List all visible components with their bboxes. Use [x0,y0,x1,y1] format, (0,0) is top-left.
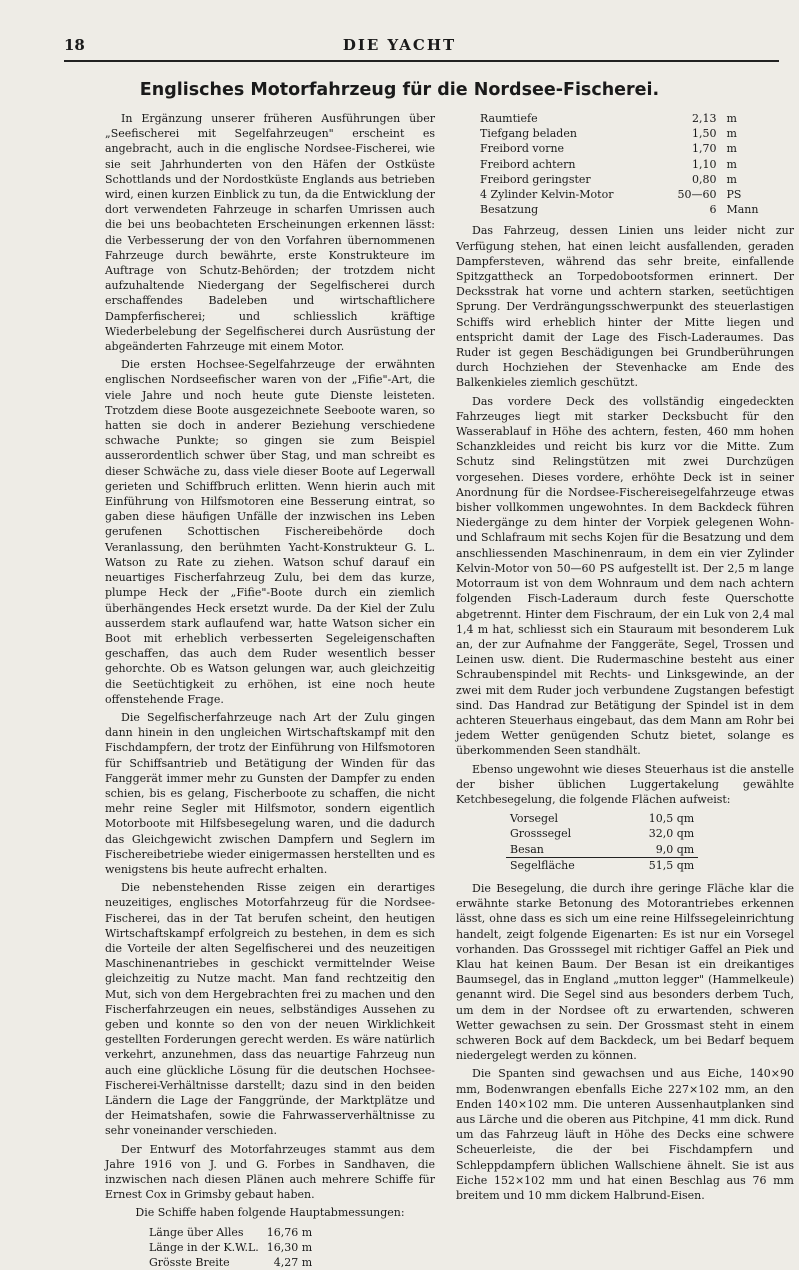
paragraph: Die Segelfischerfahrzeuge nach Art der Zulu gingen dann hinein in den ungleichen Wirtschaftskampf mit den Fischdampfern, der trotz der Einführung von Hilfsmotoren für Schiffsantrieb und Betätigung der Winden für das Fanggerät immer mehr zu Gunsten der Dampfer zu enden schien, bis es gelang, Fischerboote zu schaffen, die nicht mehr reine Segler mit Hilfsmotor, sondern eigentlich Motorboote mit Hilfsbesegelung waren, und die dadurch das Gleichgewicht zwischen Dampfern und Seglern im Fischereibetriebe wieder einigermassen herstellten und es wenigstens bis heute aufrecht erhalten. [105,710,435,876]
running-title: DIE YACHT [342,36,457,54]
table-row [476,111,762,126]
spec-unit: m [726,127,737,141]
table-row-total [506,857,698,873]
paragraph: Die ersten Hochsee-Segelfahrzeuge der erwähnten englischen Nordseefischer waren von der „Fifie"-Art, die viele Jahre und noch heute gute Dienste leisteten. Trotzdem diese Boote ausgezeichnete Seeboote waren, so hatten sie doch in anderer Beziehung verschiedene schwache Punkte; so gingen sie zum Beispiel ausserordentlich schwer über Stag, und man schreibt es dieser Schwäche zu, dass viele dieser Boote auf Legerwall gerieten und Schiffbruch erlitten. Wenn hierin auch mit Einführung von Hilfsmotoren eine Besserung eintrat, so gaben diese häufigen Unfälle der inzwischen ins Leben gerufenen Schottischen Fischereibehörde doch Veranlassung, den berühmten Yacht-Konstrukteur G. L. Watson zu Rate zu ziehen. Watson schuf darauf ein neuartiges Fischerfahrzeug Zulu, bei dem das kurze, plumpe Heck der „Fifie"-Boote durch ein ziemlich überhängendes Heck ersetzt wurde. Da der Kiel der Zulu ausserdem stark auflaufend war, hatte Watson sicher ein Boot mit erheblich verbesserten Segeleigenschaften geschaffen, das auch dem Ruder wesentlich besser gehorchte. Ob es Watson gelungen war, auch gleichzeitig die Seetüchtigkeit zu erhöhen, ist eine noch heute offenstehende Frage. [105,358,435,706]
left-column [105,111,435,1270]
dimension-value: 16,30 m [266,1240,313,1254]
table-row [476,157,762,172]
spec-unit: m [726,172,737,186]
article-title: Englisches Motorfahrzeug für die Nordsee-Fischerei. [139,80,660,100]
paragraph: Das vordere Deck des vollständig eingedeckten Fahrzeuges liegt mit starker Decksbucht für den Wasserablauf in Höhe des achtern, festen, 460 mm hohen Schanzkleides und reicht bis kurz vor die Mitte. Zum Schutz sind Relingstützen mit zwei Durchzügen vorgesehen. Dieses vordere, erhöhte Deck ist in seiner Anordnung für die Nordsee-Fischereisegelfahrzeuge etwas bisher vollkommen ungewohntes. In dem Backdeck führen Niedergänge zu dem hinter der Vorpiek gelegenen Wohn- und Schlafraum mit sechs Kojen für die Besatzung und dem anschliessenden Maschinenraum, in dem ein vier Zylinder Kelvin-Motor von 50—60 PS aufgestellt ist. Der 2,5 m lange Motorraum ist von dem Wohnraum und dem nach achtern folgenden Fisch-Laderaum durch feste Querschotte abgetrennt. Hinter dem Fischraum, der ein Luk von 2,4 mal 1,4 m hat, schliesst sich ein Stauraum mit besonderem Luk an, der zur Aufnahme der Fanggeräte, Segel, Trossen und Leinen usw. dient. Die Rudermaschine besteht aus einer Schraubenspindel mit Rechts- und Linksgewinde, an der zwei mit dem Ruder joch verbundene Zugstangen befestigt sind. Das Handrad zur Betätigung der Spindel ist in dem achteren Steuerhaus eingebaut, das dem Mann am Rohr bei jedem Wetter genügenden Schutz bietet, solange es überkommenden Seen standhält. [456,394,794,758]
specs-table [476,111,762,217]
table-row [476,187,762,202]
sail-total-label: Segelfläche [506,857,645,873]
spec-label: Freibord vorne [480,142,565,156]
spec-value: 1,10 [691,157,717,171]
page-number: 18 [64,36,85,54]
sail-label: Vorsegel [510,812,559,826]
sail-label: Besan [510,842,544,856]
spec-label: Freibord geringster [480,172,591,186]
spec-label: Tiefgang beladen [480,127,577,141]
paragraph: Ebenso ungewohnt wie dieses Steuerhaus ist die anstelle der bisher üblichen Luggertakelung gewählte Ketchbesegelung, die folgende Flächen aufweist: [456,762,794,806]
spec-unit: m [726,112,737,125]
table-row [145,1240,316,1255]
spec-value: 0,80 [691,172,717,186]
dimensions-table [145,1225,316,1270]
spec-value: 50—60 [677,188,717,202]
right-column [456,111,794,1206]
table-row [145,1225,316,1240]
spec-unit: m [726,157,737,171]
table-row [145,1255,316,1270]
table-row [506,842,698,858]
table-row [506,811,698,826]
paragraph: Die Spanten sind gewachsen und aus Eiche, 140×90 mm, Bodenwrangen ebenfalls Eiche 227×102 mm, an den Enden 140×102 mm. Die unteren Aussenhautplanken sind aus Lärche und die oberen aus Pitchpine, 41 mm dick. Rund um das Fahrzeug läuft in Höhe des Decks eine schwere Scheuerleiste, die der bei Fischdampfern und Schleppdampfern üblichen Wallschiene ähnelt. Sie ist aus Eiche 152×102 mm und hat einen Beschlag aus 76 mm breitem und 10 mm dickem Halbrund-Eisen. [456,1067,794,1203]
sail-area-table [506,811,698,873]
dimension-value: 4,27 m [273,1256,313,1270]
spec-label: Raumtiefe [480,112,538,125]
dimension-label: Länge in der K.W.L. [149,1240,259,1254]
paragraph: In Ergänzung unserer früheren Ausführungen über „Seefischerei mit Segelfahrzeugen" erscheint es angebracht, auch in die englische Nordsee-Fischerei, wie sie seit Jahrhunderten von den Häfen der Ostküste Schottlands und der Nordostküste Englands aus betrieben wird, einen kurzen Einblick zu tun, da die Entwicklung der dort verwendeten Fahrzeuge in scharfen Umrissen auch die bei uns beobachteten Erscheinungen erkennen lässt: die Verbesserung der von den Vorfahren übernommenen Fahrzeuge durch bewährte, erste Konstrukteure im Auftrage von Schutz-Behörden; der trotzdem nicht aufzuhaltende Niedergang der Segelfischerei durch erschaffendes Badeleben und wirtschaftlichere Dampferfischerei; und schliesslich kräftige Wiederbelebung der Segelfischerei durch Ausrüstung der abgeänderten Fahrzeuge mit einem Motor. [105,112,435,354]
spec-unit: m [726,142,737,156]
table-row [506,826,698,841]
spec-value: 2,13 [691,112,717,125]
spec-unit: Mann [726,203,759,217]
spec-label: Besatzung [480,203,539,217]
spec-label: 4 Zylinder Kelvin-Motor [480,188,614,202]
table-row [476,172,762,187]
spec-unit: PS [726,188,742,202]
spec-value: 1,50 [691,127,717,141]
spec-label: Freibord achtern [480,157,576,171]
sail-total-value: 51,5 qm [645,857,698,873]
table-row [476,141,762,156]
spec-value: 1,70 [691,142,717,156]
sail-value: 10,5 qm [648,812,695,826]
table-row [476,202,762,217]
paragraph: Die Besegelung, die durch ihre geringe Fläche klar die erwähnte starke Betonung des Motorantriebes erkennen lässt, ohne dass es sich um eine reine Hilfssegeleinrichtung handelt, zeigt folgende Eigenarten: Es ist nur ein Vorsegel vorhanden. Das Grosssegel mit richtiger Gaffel an Piek und Klau hat keinen Baum. Der Besan ist ein dreikantiges Baumsegel, das in England „mutton legger" (Hammelkeule) genannt wird. Die Segel sind aus besonders derbem Tuch, um dem in der Nordsee oft zu erwartenden, schweren Wetter gewachsen zu sein. Der Grossmast steht in einem schweren Bock auf dem Backdeck, um bei Bedarf bequem niedergelegt werden zu können. [456,881,794,1063]
dimensions-intro: Die Schiffe haben folgende Hauptabmessungen: [135,1206,405,1220]
header-rule [64,60,779,62]
sail-label: Grosssegel [510,827,572,841]
dimension-value: 16,76 m [266,1225,313,1239]
dimension-label: Länge über Alles [149,1225,244,1239]
paragraph: Die nebenstehenden Risse zeigen ein derartiges neuzeitiges, englisches Motorfahrzeug für die Nordsee-Fischerei, das in der Tat berufen scheint, den heutigen Wirtschaftskampf erfolgreich zu bestehen, in dem es sich die Vorteile der alten Segelfischerei und des neuzeitigen Maschinenantriebes in geschickt vermittelnder Weise gleichzeitig zu Nutze macht. Man fand rechtzeitig den Mut, sich von dem Hergebrachten frei zu machen und den Fischerfahrzeugen ein neues, selbständiges Aussehen zu geben und konnte so den von der neuen Wirklichkeit gestellten Forderungen gerecht werden. Es wäre natürlich verkehrt, anzunehmen, dass das neuartige Fahrzeug nun auch eine glückliche Lösung für die deutschen Hochsee-Fischerei-Verhältnisse darstellt; dazu sind in den beiden Ländern die Lage der Fanggründe, der Marktplätze und der Heimatshafen, sowie die Fahrwasserverhältnisse zu sehr voneinander verschieden. [105,881,435,1138]
table-row [476,126,762,141]
paragraph: Der Entwurf des Motorfahrzeuges stammt aus dem Jahre 1916 von J. und G. Forbes in Sandhaven, die inzwischen nach diesen Plänen auch mehrere Schiffe für Ernest Cox in Grimsby gebaut haben. [105,1142,435,1202]
sail-value: 9,0 qm [655,842,695,856]
paragraph: Das Fahrzeug, dessen Linien uns leider nicht zur Verfügung stehen, hat einen leicht ausfallenden, geraden Dampfersteven, während das sehr breite, einfallende Spitzgattheck an Torpedobootsformen erinnert. Der Decksstrak hat vorne und achtern starken, seetüchtigen Sprung. Der Verdrängungsschwerpunkt des steuerlastigen Schiffs wird erheblich hinter der Mitte liegen und entspricht damit der Lage des Fisch-Laderaumes. Das Ruder ist gegen Beschädigungen bei Grundberührungen durch Hochziehen der Stevenhacke am Ende des Balkenkieles ziemlich geschützt. [456,224,794,390]
sail-value: 32,0 qm [648,827,695,841]
dimension-label: Grösste Breite [149,1256,230,1270]
spec-value: 6 [709,203,717,217]
